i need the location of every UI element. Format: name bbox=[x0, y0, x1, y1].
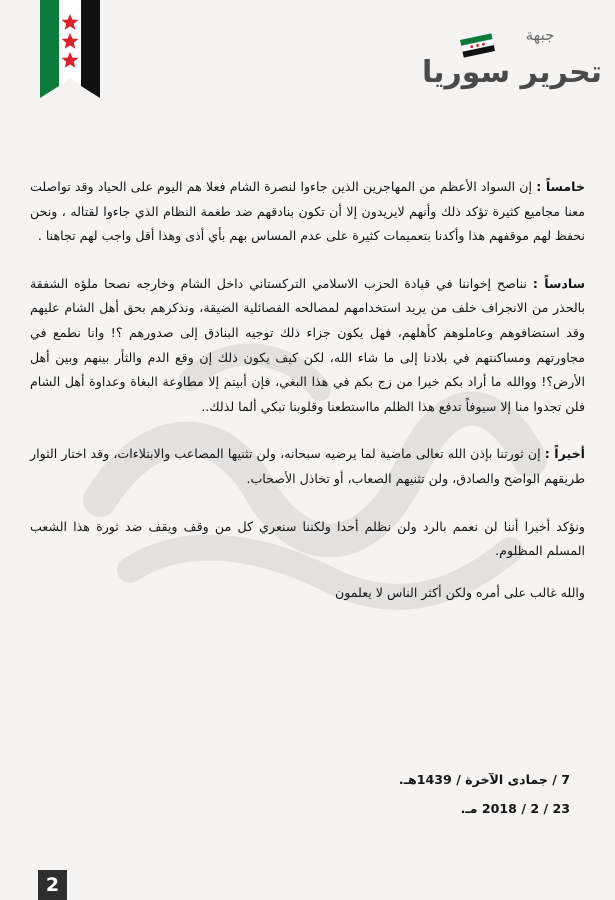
paragraph-fifth bbox=[30, 175, 585, 249]
document-dates bbox=[399, 765, 570, 823]
statement-body bbox=[30, 175, 585, 628]
page-number: 2 bbox=[38, 870, 67, 900]
tahrir-al-sham-logo bbox=[421, 18, 603, 103]
paragraph-text: إن ثورتنا بإذن الله تعالى ماضية لما يرضيه سبحانه، ولن تثنيها المصاعب والابتلاءات، وقد اختار الثوار طريقهم الواضح والصادق، ولن تثنيهم الصعاب، أو تخاذل الأصحاب. bbox=[30, 446, 585, 486]
closing-verse: والله غالب على أمره ولكن أكثر الناس لا يعلمون bbox=[335, 584, 585, 600]
hijri-date: 7 / جمادى الآخرة / 1439هـ. bbox=[398, 772, 570, 787]
revolution-flag-icon bbox=[40, 0, 100, 98]
logo-prefix: جبهة bbox=[525, 26, 555, 44]
paragraph-text: نناصح إخواننا في قيادة الحزب الاسلامي التركستاني داخل الشام وخارجه نصحا ملؤه الشفقة بالحذر من الانجراف خلف من يريد استخدامهم لمصالحه الفصائلية الضيقة، ونذكرهم بحق أهل الشام عليهم وقد استضافوهم وعاملوهم كأهلهم، فهل يكون جزاء ذلك توجيه البنادق إلى صدورهم ؟! وانا نطمع في مجاورتهم ومساكنتهم في بلادنا إلى ما شاء الله، لكن كيف يكون ذلك إن وقع الدم والثأر بينهم وبين أهل الأرض؟! ووالله ما أراد بكم خيرا من زج بكم في هذا البغي، فإن أبيتم إلا مطاوعة البغاة وعداوة أهل الشام فلن تجدوا منا إلا سيوفاً تدفع هذا الظلم مااستطعنا وقلوبنا تبكي ألما لذلك.. bbox=[30, 275, 585, 414]
paragraph-statement: ونؤكد أخيرا أننا لن نعمم بالرد ولن نظلم أحدا ولكننا سنعري كل من وقف ويقف ضد ثورة هذا الشعب المسلم المظلوم. bbox=[30, 518, 585, 559]
gregorian-date: 23 / 2 / 2018 مـ. bbox=[460, 801, 570, 816]
paragraph-finally bbox=[30, 442, 585, 491]
paragraph-label: أخيراً : bbox=[544, 446, 585, 462]
paragraph-text: إن السواد الأعظم من المهاجرين الذين جاءوا لنصرة الشام فعلا هم اليوم على الحياد وقد تواصلت معنا مجاميع كثيرة تؤكد ذلك وأنهم لايريدون إلا أن تكون بنادقهم ضد طغمة النظام الذي جاءوا لقتاله ، ونحن نحفظ لهم موقفهم هذا وأكدنا بتعميمات كثيرة على عدم المساس بهم بأي أذى وهذا أقل واجب لهم تجاهنا . bbox=[30, 179, 585, 244]
logo-name: تحرير سوريا bbox=[421, 55, 603, 90]
paragraph-label: خامساً : bbox=[536, 179, 585, 194]
paragraph-sixth bbox=[30, 272, 585, 420]
paragraph-label: سادساً : bbox=[532, 275, 585, 291]
